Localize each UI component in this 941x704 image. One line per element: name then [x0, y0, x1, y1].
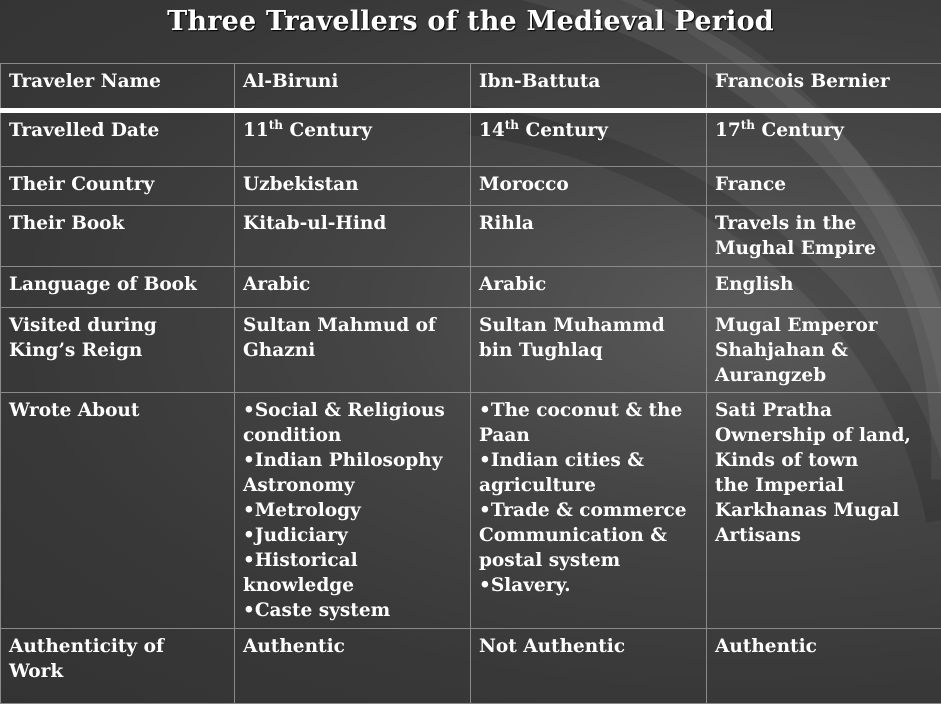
- cell-line: Kitab-ul-Hind: [243, 211, 464, 236]
- table-cell: 14th Century: [471, 111, 707, 167]
- table-cell: [235, 629, 471, 704]
- table-row-authenticity: [1, 629, 941, 704]
- cell-line: •Judiciary: [243, 523, 464, 548]
- cell-line: postal system: [479, 548, 700, 573]
- cell-line: Aurangzeb: [715, 363, 935, 388]
- cell-line: •Trade & commerce: [479, 498, 700, 523]
- cell-line: Arabic: [479, 272, 700, 297]
- cell-line: English: [715, 272, 935, 297]
- table-row-travelled-date: [1, 111, 941, 167]
- table-cell: [707, 267, 941, 308]
- header-cell-al-biruni: Al-Biruni: [235, 64, 471, 111]
- cell-line: Sultan Mahmud of: [243, 313, 464, 338]
- cell-line: agriculture: [479, 473, 700, 498]
- header-cell-francois-bernier: Francois Bernier: [707, 64, 941, 111]
- cell-line: Mughal Empire: [715, 236, 935, 261]
- cell-line: the Imperial: [715, 473, 935, 498]
- cell-line: condition: [243, 423, 464, 448]
- table-cell: 17th Century: [707, 111, 941, 167]
- table-cell: [235, 206, 471, 267]
- table-cell: [471, 393, 707, 629]
- table-header-row: [1, 64, 941, 111]
- table-cell: [707, 308, 941, 393]
- table-cell: [707, 393, 941, 629]
- table-cell: [235, 267, 471, 308]
- table-cell: [235, 308, 471, 393]
- row-label: [1, 629, 235, 704]
- cell-line: Sati Pratha: [715, 398, 935, 423]
- table-cell: [471, 308, 707, 393]
- cell-line: Authentic: [243, 634, 464, 659]
- table-cell: [707, 167, 941, 206]
- table-cell: [471, 167, 707, 206]
- table-cell: [471, 629, 707, 704]
- cell-line: •Slavery.: [479, 573, 700, 598]
- table-row-visited-during: [1, 308, 941, 393]
- row-label: Their Country: [1, 167, 235, 206]
- table-cell: [235, 393, 471, 629]
- row-label: Wrote About: [1, 393, 235, 629]
- table-cell: [471, 206, 707, 267]
- cell-line: •Metrology: [243, 498, 464, 523]
- cell-line: Arabic: [243, 272, 464, 297]
- cell-line: •Social & Religious: [243, 398, 464, 423]
- cell-line: King’s Reign: [9, 338, 228, 363]
- cell-line: Communication &: [479, 523, 700, 548]
- cell-line: Sultan Muhammd: [479, 313, 700, 338]
- cell-line: •Caste system: [243, 598, 464, 623]
- cell-line: France: [715, 172, 935, 197]
- table-cell: [707, 206, 941, 267]
- row-label: [1, 308, 235, 393]
- cell-line: Morocco: [479, 172, 700, 197]
- cell-line: •Historical: [243, 548, 464, 573]
- travellers-table: [0, 63, 941, 704]
- cell-line: Shahjahan &: [715, 338, 935, 363]
- cell-line: Astronomy: [243, 473, 464, 498]
- cell-line: Uzbekistan: [243, 172, 464, 197]
- cell-line: Karkhanas Mugal: [715, 498, 935, 523]
- table-row-their-book: [1, 206, 941, 267]
- cell-line: Work: [9, 659, 228, 684]
- table-cell: [707, 629, 941, 704]
- cell-line: Ghazni: [243, 338, 464, 363]
- table-cell: [471, 267, 707, 308]
- cell-line: •The coconut & the: [479, 398, 700, 423]
- cell-line: knowledge: [243, 573, 464, 598]
- cell-line: Authenticity of: [9, 634, 228, 659]
- cell-line: •Indian cities &: [479, 448, 700, 473]
- row-label: Their Book: [1, 206, 235, 267]
- table-row-their-country: [1, 167, 941, 206]
- slide-title: Three Travellers of the Medieval Period: [0, 0, 941, 48]
- cell-line: •Indian Philosophy: [243, 448, 464, 473]
- cell-line: Kinds of town: [715, 448, 935, 473]
- cell-line: Mugal Emperor: [715, 313, 935, 338]
- row-label: Travelled Date: [1, 111, 235, 167]
- cell-line: Visited during: [9, 313, 228, 338]
- cell-line: Ownership of land,: [715, 423, 935, 448]
- cell-line: Not Authentic: [479, 634, 700, 659]
- header-cell-ibn-battuta: Ibn-Battuta: [471, 64, 707, 111]
- table-row-wrote-about: [1, 393, 941, 629]
- row-label: Language of Book: [1, 267, 235, 308]
- table-row-language-of-book: [1, 267, 941, 308]
- cell-line: Paan: [479, 423, 700, 448]
- cell-line: bin Tughlaq: [479, 338, 700, 363]
- cell-line: Artisans: [715, 523, 935, 548]
- cell-line: Travels in the: [715, 211, 935, 236]
- cell-line: Authentic: [715, 634, 935, 659]
- cell-line: Rihla: [479, 211, 700, 236]
- table-cell: [235, 167, 471, 206]
- header-cell-label: Traveler Name: [1, 64, 235, 111]
- table-cell: 11th Century: [235, 111, 471, 167]
